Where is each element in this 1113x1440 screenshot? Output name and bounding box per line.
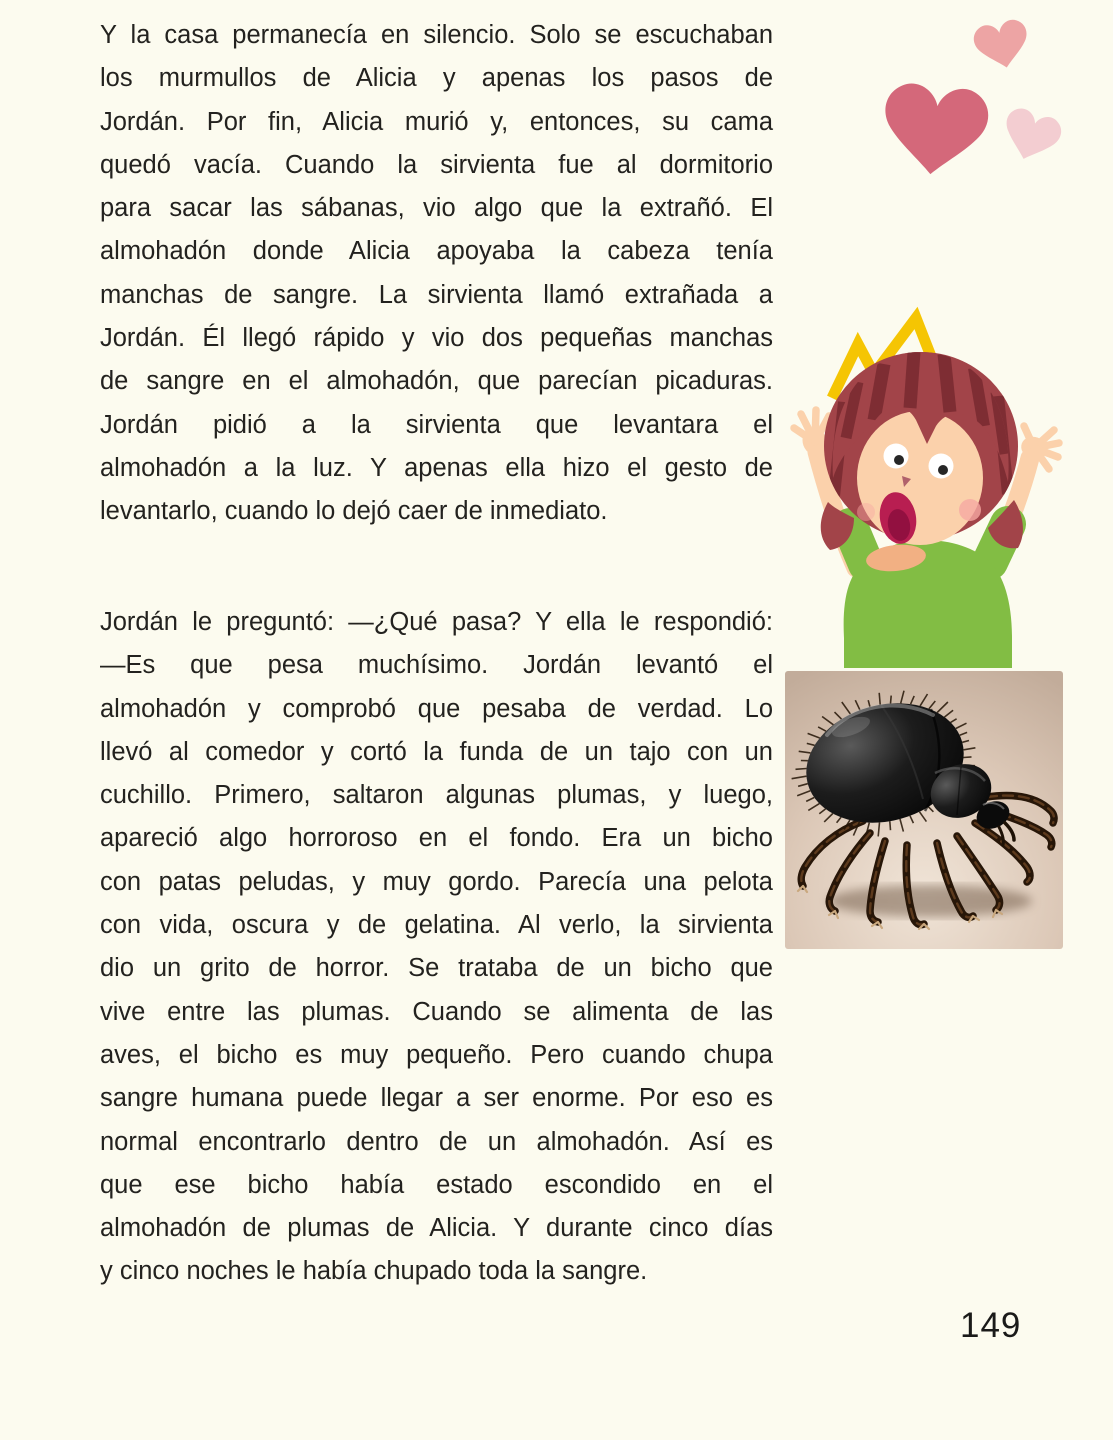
story-line: Jordán pidió a la sirvienta que levantara el — [100, 410, 773, 439]
story-line: con patas peludas, y muy gordo. Parecía una pelota — [100, 867, 773, 896]
woman-face — [857, 411, 983, 545]
story-line: dio un grito de horror. Se trataba de un bicho que — [100, 954, 773, 983]
tick-bug-photo — [785, 671, 1063, 949]
blush-right — [959, 499, 981, 521]
story-line: los murmullos de Alicia y apenas los pasos de — [100, 64, 773, 93]
story-line: manchas de sangre. La sirvienta llamó extrañada a — [100, 280, 773, 309]
story-line: Jordán. Por fin, Alicia murió y, entonces, su cama — [100, 107, 773, 136]
story-line: Jordán le preguntó: —¿Qué pasa? Y ella le respondió: — [100, 608, 773, 636]
story-line: y cinco noches le había chupado toda la sangre. — [100, 1257, 648, 1286]
story-line: levantarlo, cuando lo dejó caer de inmediato. — [100, 497, 608, 526]
story-line: sangre humana puede llegar a ser enorme. Por eso es — [100, 1084, 773, 1113]
heart-icon-large — [879, 81, 991, 180]
story-paragraph-2 — [100, 601, 773, 1294]
heart-icon-small — [997, 105, 1065, 168]
surprised-woman-cartoon — [786, 306, 1066, 668]
story-line: almohadón de plumas de Alicia. Y durante cinco días — [100, 1214, 773, 1243]
woman-shirt — [844, 524, 1012, 668]
story-line: Y la casa permanecía en silencio. Solo se escuchaban — [100, 21, 773, 49]
story-line: cuchillo. Primero, saltaron algunas plumas, y luego, — [100, 781, 773, 810]
story-line: con vida, oscura y de gelatina. Al verlo, la sirvienta — [100, 911, 773, 940]
story-paragraph-1 — [100, 14, 773, 534]
blush-left — [857, 503, 875, 521]
hearts-decoration — [858, 3, 1068, 189]
heart-icon-medium — [971, 17, 1033, 73]
story-line: almohadón y comprobó que pesaba de verdad. Lo — [100, 694, 773, 723]
story-line: quedó vacía. Cuando la sirvienta fue al dormitorio — [100, 150, 773, 179]
story-line: llevó al comedor y cortó la funda de un tajo con un — [100, 737, 773, 766]
story-line: apareció algo horroroso en el fondo. Era un bicho — [100, 824, 773, 853]
story-line: para sacar las sábanas, vio algo que la extrañó. El — [100, 194, 773, 223]
page-number: 149 — [960, 1306, 1022, 1345]
story-line: —Es que pesa muchísimo. Jordán levantó el — [100, 651, 773, 680]
story-line: que ese bicho había estado escondido en el — [100, 1170, 773, 1199]
story-line: de sangre en el almohadón, que parecían picaduras. — [100, 367, 773, 396]
story-line: normal encontrarlo dentro de un almohadón. Así es — [100, 1127, 773, 1156]
story-line: aves, el bicho es muy pequeño. Pero cuando chupa — [100, 1040, 773, 1069]
story-line: almohadón donde Alicia apoyaba la cabeza tenía — [100, 237, 773, 266]
story-line: Jordán. Él llegó rápido y vio dos pequeñas manchas — [100, 324, 773, 353]
story-line: vive entre las plumas. Cuando se alimenta de las — [100, 997, 773, 1026]
story-line: almohadón a la luz. Y apenas ella hizo el gesto de — [100, 453, 773, 482]
